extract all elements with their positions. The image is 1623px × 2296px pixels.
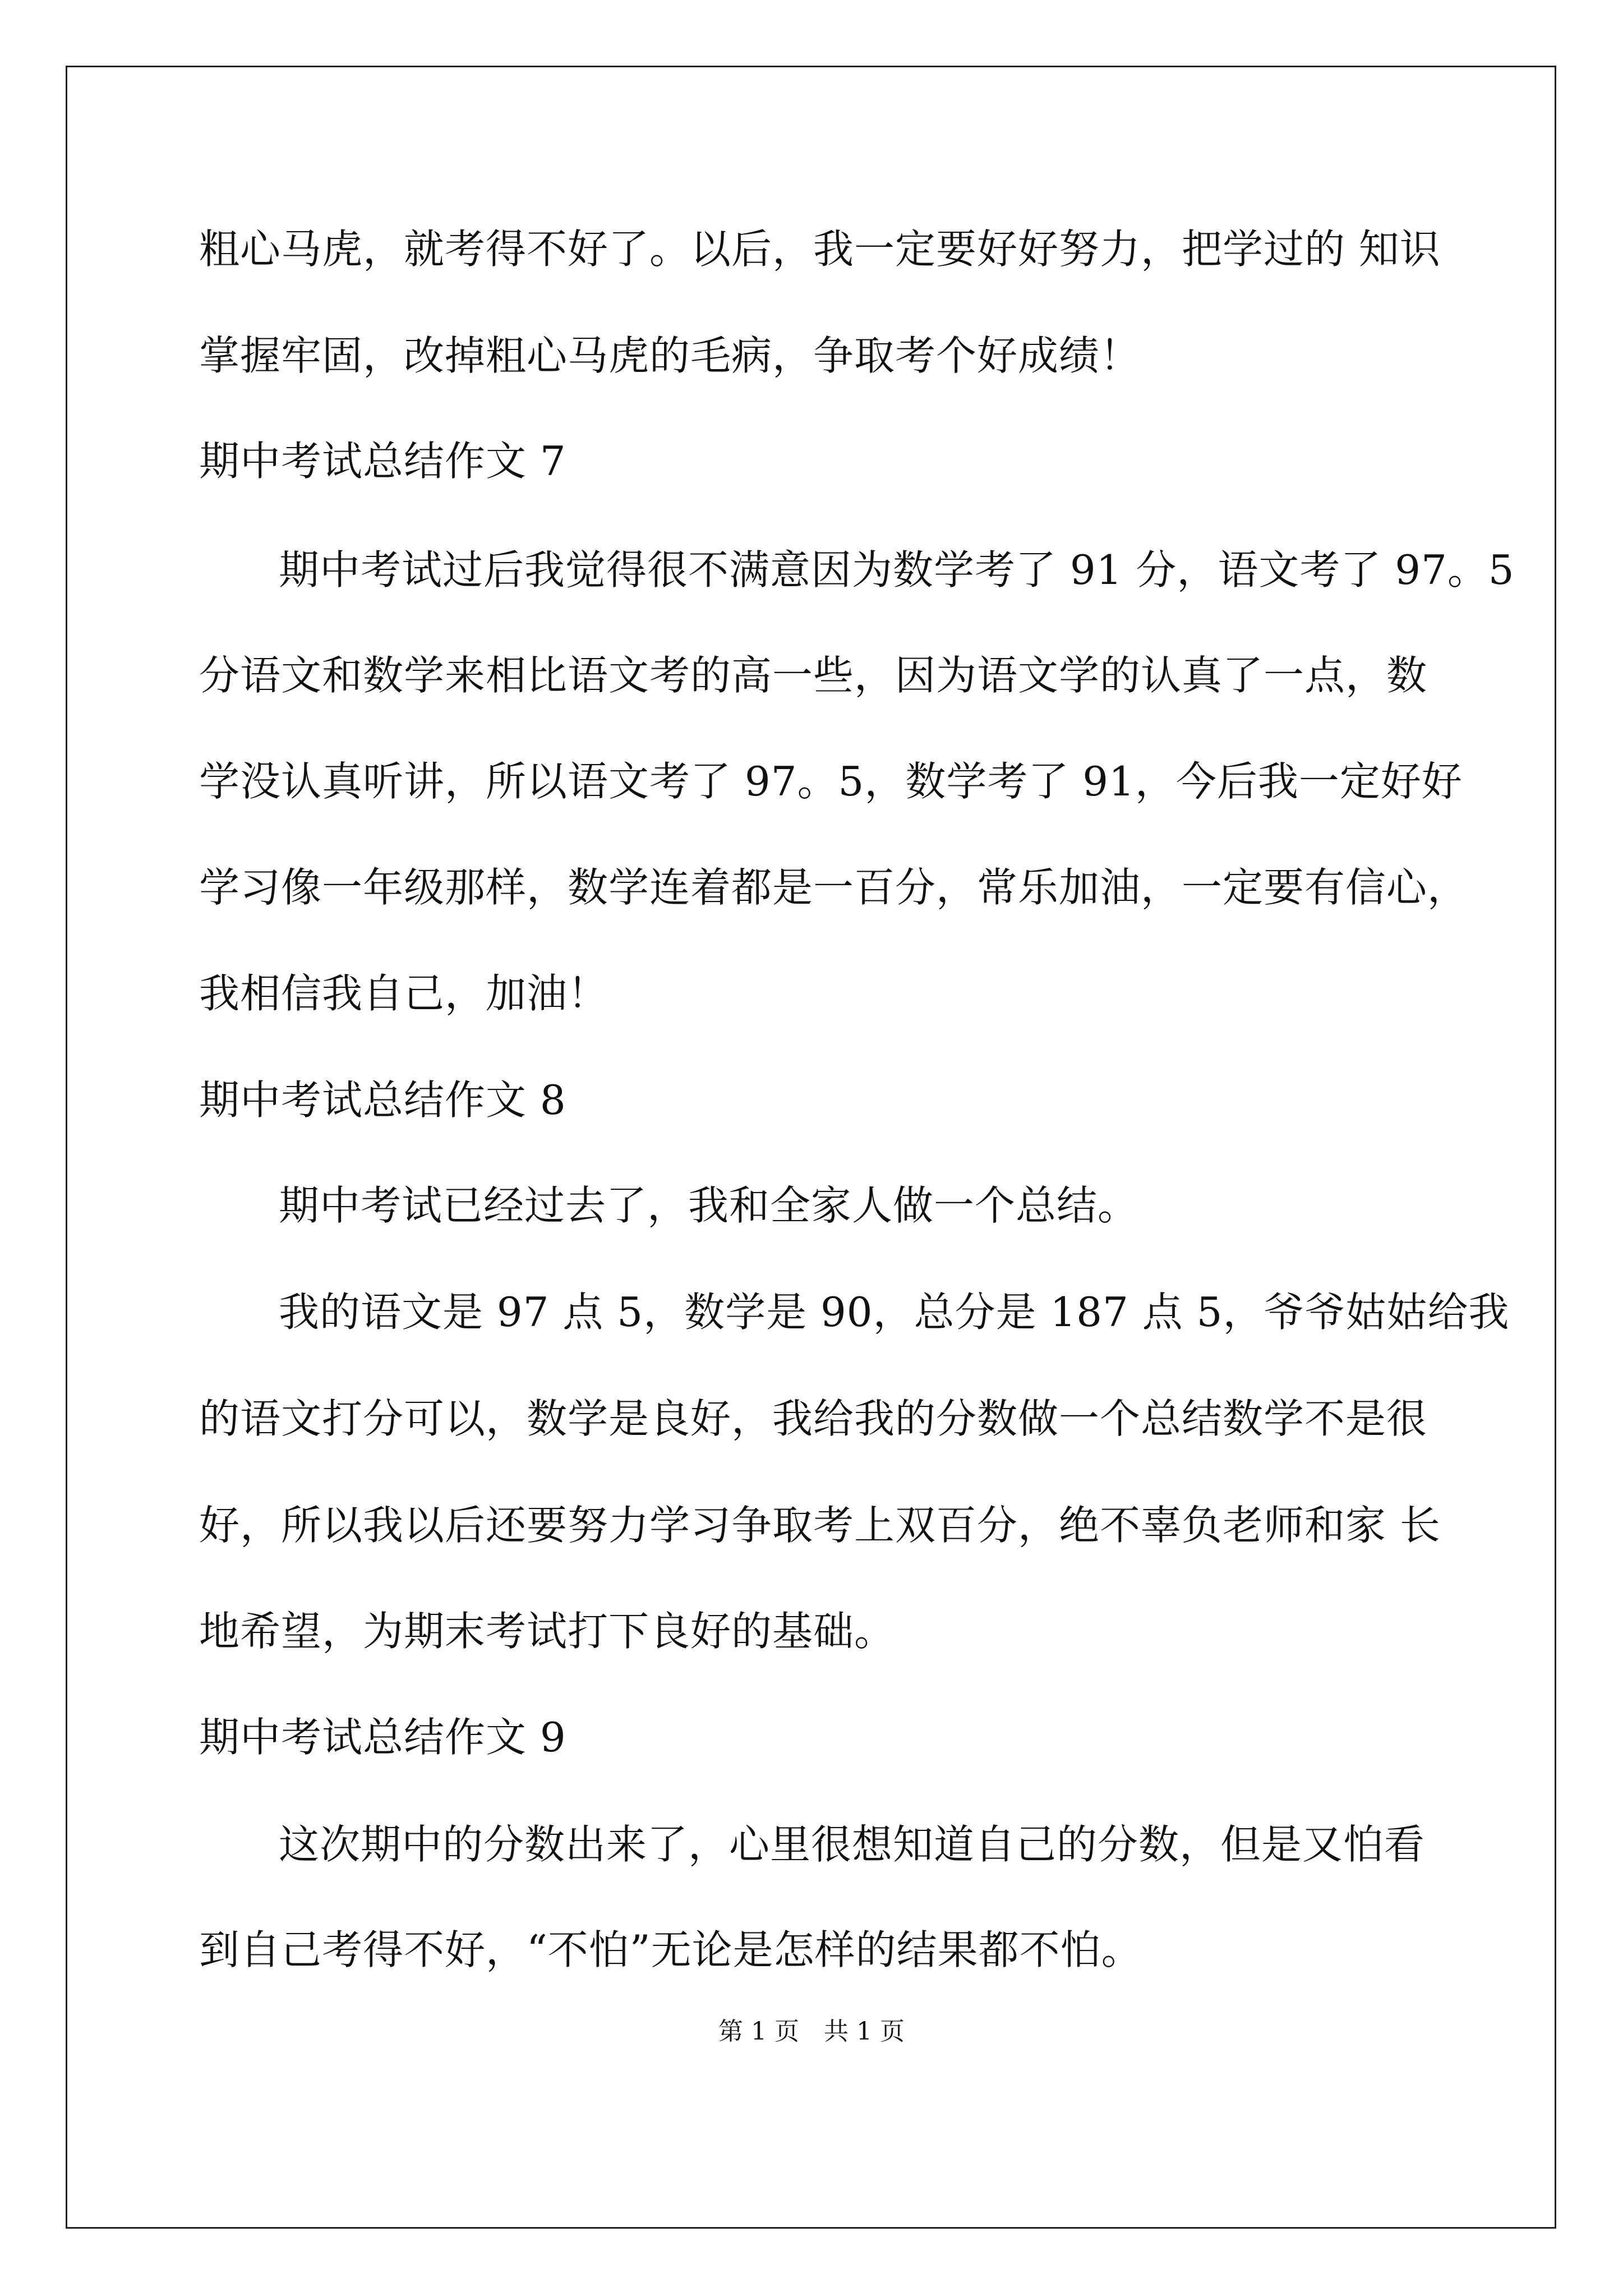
- text-line: 到自己考得不好，“不怕”无论是怎样的结果都不怕。: [199, 1926, 1142, 1973]
- text-line: 我相信我自己，加油！: [199, 970, 609, 1017]
- page-number-footer: 第 1 页 共 1 页: [718, 2017, 905, 2046]
- text-line: 分语文和数学来相比语文考的高一些，因为语文学的认真了一点，数: [199, 652, 1428, 699]
- text-line: 地希望，为期末考试打下良好的基础。: [199, 1608, 896, 1655]
- section-heading-8: 期中考试总结作文 8: [199, 1076, 566, 1124]
- section-heading-7: 期中考试总结作文 7: [199, 438, 566, 485]
- paragraph-start: 我的语文是 97 点 5，数学是 90，总分是 187 点 5，爷爷姑姑给我: [279, 1289, 1510, 1336]
- text-line: 学没认真听讲，所以语文考了 97。5，数学考了 91，今后我一定好好: [199, 758, 1463, 805]
- page-border: [66, 66, 1556, 2229]
- paragraph-start: 期中考试过后我觉得很不满意因为数学考了 91 分，语文考了 97。5: [279, 546, 1515, 593]
- paragraph-start: 这次期中的分数出来了，心里很想知道自己的分数，但是又怕看: [279, 1821, 1426, 1868]
- text-line: 好，所以我以后还要努力学习争取考上双百分，绝不辜负老师和家 长: [199, 1502, 1441, 1549]
- text-line: 学习像一年级那样，数学连着都是一百分，常乐加油，一定要有信心，: [199, 864, 1469, 911]
- text-line: 的语文打分可以，数学是良好，我给我的分数做一个总结数学不是很: [199, 1395, 1428, 1442]
- text-line: 粗心马虎，就考得不好了。以后，我一定要好好努力，把学过的 知识: [199, 226, 1441, 273]
- paragraph-start: 期中考试已经过去了，我和全家人做一个总结。: [279, 1182, 1139, 1229]
- section-heading-9: 期中考试总结作文 9: [199, 1714, 566, 1761]
- text-line: 掌握牢固，改掉粗心马虎的毛病，争取考个好成绩！: [199, 332, 1141, 379]
